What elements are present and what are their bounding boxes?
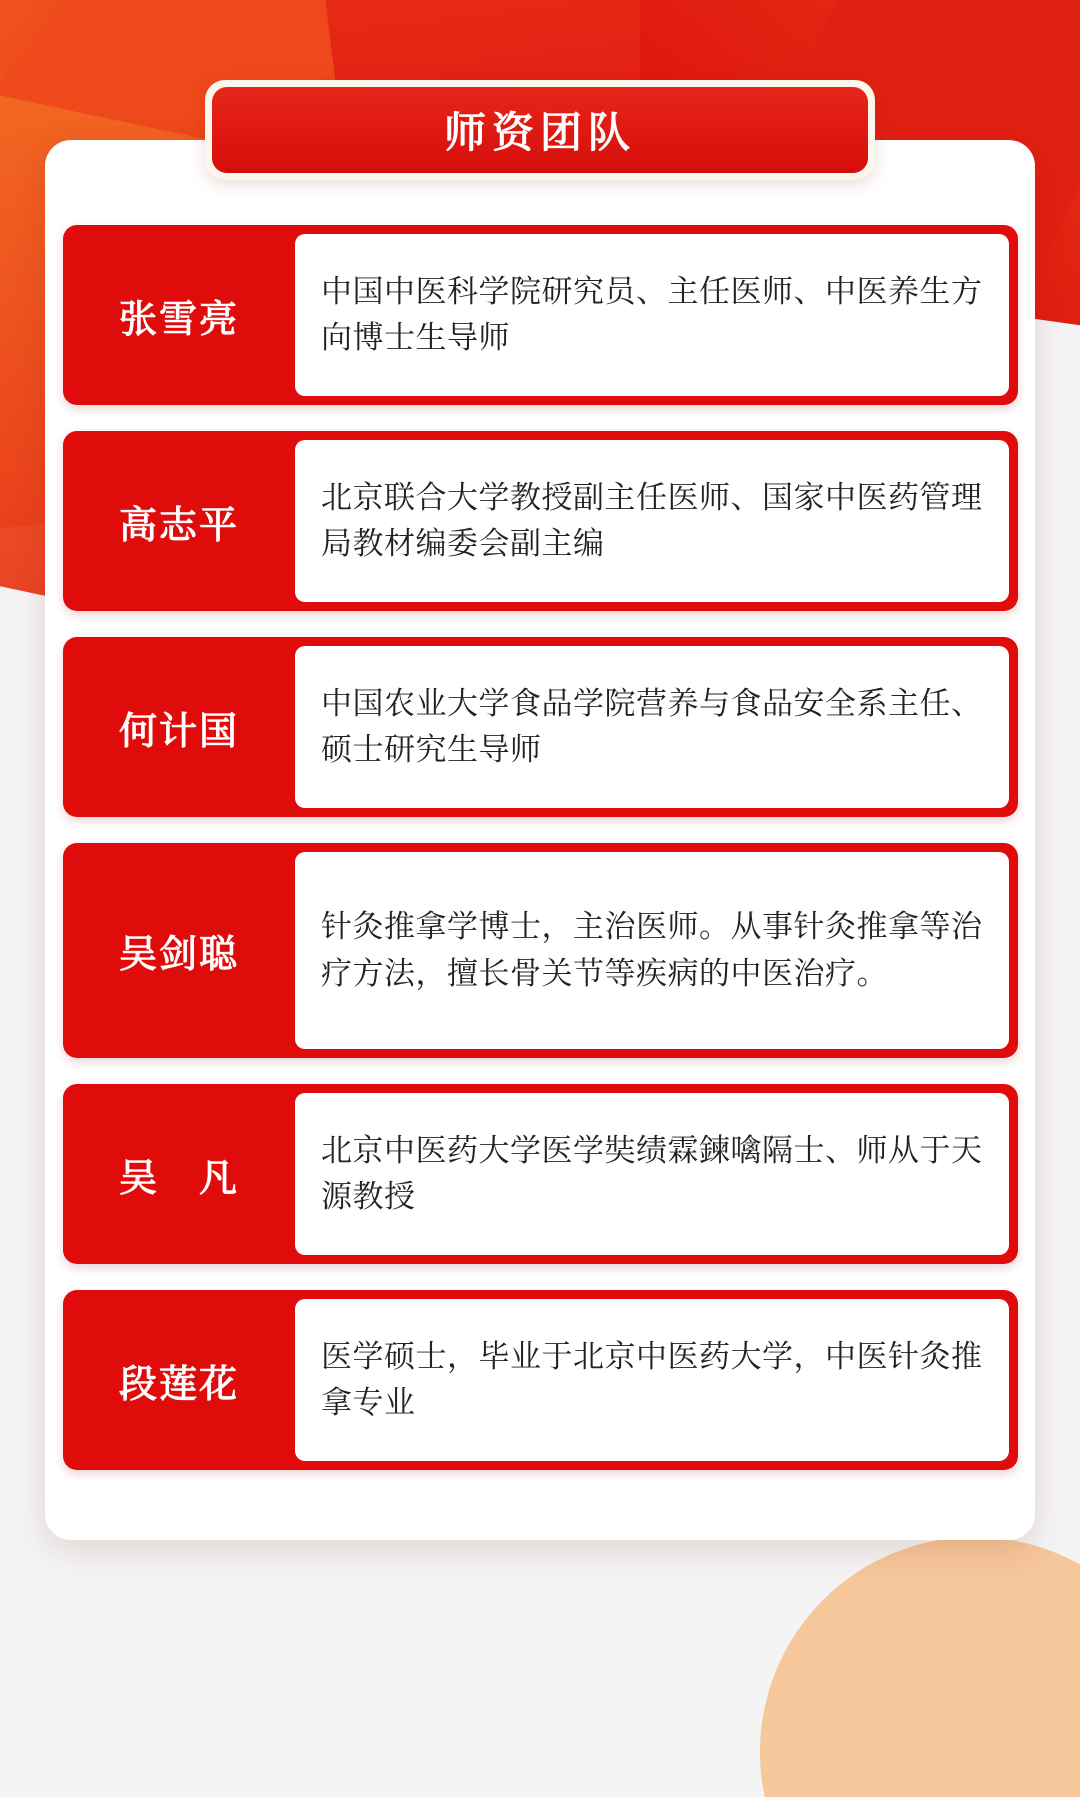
teacher-description-text: 中国中医科学院研究员、主任医师、中医养生方向博士生导师 [321,273,983,355]
title-banner-inner [212,87,868,173]
teacher-description [295,852,1009,1049]
teacher-list [63,225,1018,1470]
title-banner [205,80,875,180]
teacher-description-text: 北京中医药大学医学奘绩霖鍊噙隔士、师从于天源教授 [321,1132,983,1214]
teacher-row [63,1084,1018,1264]
teacher-description-text: 针灸推拿学博士，主治医师。从事针灸推拿等治疗方法，擅长骨关节等疾病的中医治疗。 [321,909,983,991]
teacher-description [295,1093,1009,1255]
decor-circle-bottom-right [760,1537,1080,1797]
teacher-row [63,843,1018,1058]
page-title: 师资团队 [443,108,636,157]
teacher-description-text: 北京联合大学教授副主任医师、国家中医药管理局教材编委会副主编 [321,479,983,561]
teacher-name: 吴剑聪 [118,931,239,976]
teacher-row [63,431,1018,611]
teacher-description-text: 中国农业大学食品学院营养与食品安全系主任、硕士研究生导师 [321,685,983,767]
teacher-name: 何计国 [118,707,239,753]
teacher-row [63,637,1018,817]
teacher-name: 张雪亮 [118,295,239,341]
teacher-description-text: 医学硕士，毕业于北京中医药大学，中医针灸推拿专业 [321,1338,983,1420]
teacher-name: 吴 凡 [118,1154,239,1200]
teacher-row [63,225,1018,405]
teacher-description [295,234,1009,396]
teacher-name: 段莲花 [118,1360,239,1406]
teacher-row [63,1290,1018,1470]
teacher-name: 高志平 [118,501,239,547]
teacher-description [295,1299,1009,1461]
teacher-description [295,646,1009,808]
teacher-description [295,440,1009,602]
